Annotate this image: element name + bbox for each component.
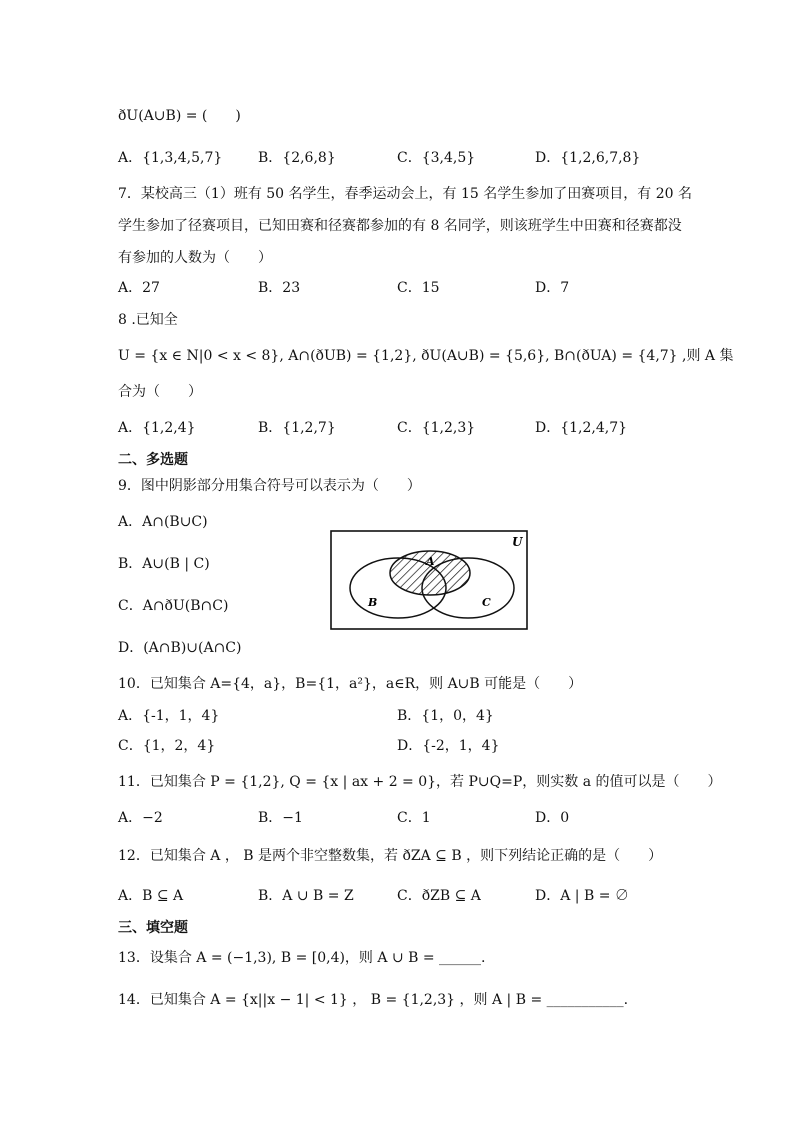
venn-diagram [330,530,528,630]
q9-option-c: C．A∩ðU(B∩C) [118,598,229,614]
q6-option-c: C．{3,4,5} [397,150,476,166]
q9-option-a: A．A∩(B∪C) [118,514,208,530]
q7-option-d: D．7 [535,280,570,296]
q10-option-a: A．{-1，1，4} [118,708,220,724]
q7-line-3: 有参加的人数为（ ） [118,250,272,266]
q7-option-c: C．15 [397,280,440,296]
q7-option-a: A．27 [118,280,160,296]
venn-label-c: C [482,596,491,609]
q12-option-a: A．B ⊆ A [118,888,184,904]
q8-line-1: 8 .已知全 [118,312,178,328]
q9-stem: 9．图中阴影部分用集合符号可以表示为（ ） [118,478,421,494]
q7-line-2: 学生参加了径赛项目，已知田赛和径赛都参加的有 8 名同学，则该班学生中田赛和径赛都没 [118,218,682,234]
q8-line-3: 合为（ ） [118,384,202,400]
q11-stem: 11．已知集合 P = {1,2}, Q = {x | ax + 2 = 0}，若 P∪Q=P，则实数 a 的值可以是（ ） [118,774,722,790]
q8-option-b: B．{1,2,7} [258,420,336,436]
q10-option-b: B．{1，0，4} [397,708,494,724]
q8-line-2: U = {x ∈ N|0 < x < 8}, A∩(ðUB) = {1,2}, ðU(A∪B) = {5,6}, B∩(ðUA) = {4,7} ,则 A 集 [118,348,734,364]
q11-option-a: A．−2 [118,810,163,826]
q6-option-b: B．{2,6,8} [258,150,336,166]
q12-option-d: D．A | B = ∅ [535,888,629,904]
q12-option-c: C．ðZB ⊆ A [397,888,481,904]
q9-option-b: B．A∪(B | C) [118,556,210,572]
q6-stem-tail: ðU(A∪B) = ( ) [118,108,241,124]
q10-stem: 10．已知集合 A={4，a}，B={1，a²}，a∈R，则 A∪B 可能是（ ） [118,676,583,692]
q8-option-a: A．{1,2,4} [118,420,196,436]
q10-option-c: C．{1，2，4} [118,738,216,754]
q8-option-c: C．{1,2,3} [397,420,476,436]
venn-label-b: B [368,596,378,609]
venn-label-a: A [426,555,435,568]
q9-option-d: D．(A∩B)∪(A∩C) [118,640,242,656]
q11-option-d: D．0 [535,810,570,826]
q12-option-b: B．A ∪ B = Z [258,888,354,904]
q12-stem: 12．已知集合 A ， B 是两个非空整数集，若 ðZA ⊆ B ，则下列结论正确的是（ ） [118,848,663,864]
q7-line-1: 7．某校高三（1）班有 50 名学生，春季运动会上，有 15 名学生参加了田赛项目，有 20 名 [118,186,692,202]
q11-option-c: C．1 [397,810,431,826]
q6-option-a: A．{1,3,4,5,7} [118,150,223,166]
q6-option-d: D．{1,2,6,7,8} [535,150,641,166]
section-title-multiple-choice: 二、多选题 [118,452,188,468]
section-title-fill-in: 三、填空题 [118,920,188,936]
q11-option-b: B．−1 [258,810,303,826]
q8-option-d: D．{1,2,4,7} [535,420,628,436]
q10-option-d: D．{-2，1，4} [397,738,500,754]
venn-label-u: U [512,535,523,549]
q7-option-b: B．23 [258,280,301,296]
q14-stem: 14．已知集合 A = {x||x − 1| < 1} ， B = {1,2,3} ，则 A | B = ___________. [118,992,629,1008]
q13-stem: 13．设集合 A = (−1,3), B = [0,4)，则 A ∪ B = ______. [118,950,486,966]
